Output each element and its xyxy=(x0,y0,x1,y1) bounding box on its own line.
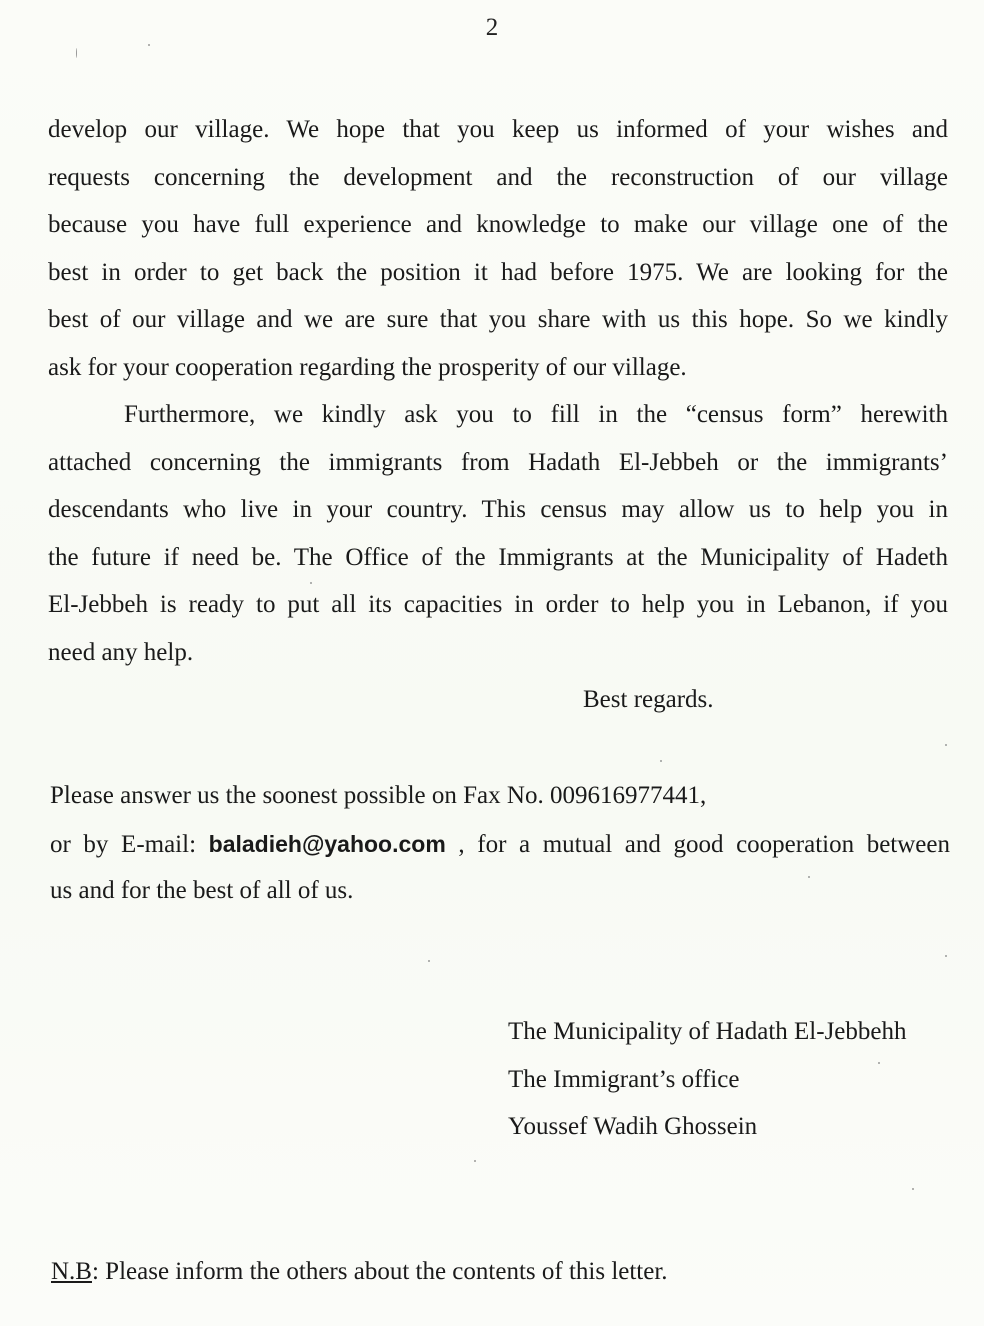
paragraph-line: El-Jebbeh is ready to put all its capacities in order to help you in Lebanon, if you xyxy=(48,591,948,618)
scan-speck xyxy=(148,44,150,46)
page-number: 2 xyxy=(485,14,499,41)
scan-speck xyxy=(428,960,430,962)
paragraph-line: descendants who live in your country. This census may allow us to help you in xyxy=(48,496,948,523)
paragraph-line: develop our village. We hope that you keep us informed of your wishes and xyxy=(48,116,948,143)
email-prefix: or by E-mail: xyxy=(50,830,209,858)
email-address[interactable]: baladieh@yahoo.com xyxy=(208,830,446,857)
footnote-text: : Please inform the others about the contents of this letter. xyxy=(91,1258,668,1285)
closing-regards: Best regards. xyxy=(583,686,714,713)
email-line xyxy=(50,828,950,876)
footnote-label: N.B xyxy=(51,1258,92,1285)
fax-line: Please answer us the soonest possible on Fax No. 009616977441, xyxy=(50,782,707,809)
scan-speck xyxy=(912,1188,914,1190)
signature-municipality: The Municipality of Hadath El-Jebbehh xyxy=(508,1018,907,1045)
scan-speck xyxy=(945,744,947,746)
paragraph-line: because you have full experience and knowledge to make our village one of the xyxy=(48,211,948,238)
paragraph-line: best in order to get back the position it had before 1975. We are looking for the xyxy=(48,258,948,286)
signature-name: Youssef Wadih Ghossein xyxy=(508,1113,758,1140)
paragraph-census xyxy=(48,399,948,684)
scan-speck xyxy=(945,955,947,957)
paragraph-line: requests concerning the development and the reconstruction of our village xyxy=(48,163,948,191)
email-suffix: , for a mutual and good cooperation between xyxy=(445,830,950,858)
contact-block xyxy=(50,780,950,923)
signature-office: The Immigrant’s office xyxy=(508,1065,740,1093)
contact-last-line: us and for the best of all of us. xyxy=(50,877,354,904)
scan-speck xyxy=(808,876,810,878)
paragraph-line: ask for your cooperation regarding the prosperity of our village. xyxy=(48,353,687,381)
paragraph-line: need any help. xyxy=(48,638,194,666)
scan-speck xyxy=(878,1062,880,1064)
paragraph-line: best of our village and we are sure that you share with us this hope. So we kindly xyxy=(48,306,948,333)
signature-block xyxy=(508,1016,907,1159)
footnote xyxy=(51,1256,668,1288)
paragraph-line: the future if need be. The Office of the Immigrants at the Municipality of Hadeth xyxy=(48,543,948,571)
scan-speck xyxy=(310,582,312,584)
paragraph-line: Furthermore, we kindly ask you to fill in the “census form” herewith xyxy=(124,401,948,428)
paragraph-line: attached concerning the immigrants from Hadath El-Jebbeh or the immigrants’ xyxy=(48,448,948,476)
scan-speck xyxy=(474,1160,476,1162)
scan-speck xyxy=(76,48,77,58)
scan-speck xyxy=(660,760,662,762)
paragraph-development xyxy=(48,114,948,399)
